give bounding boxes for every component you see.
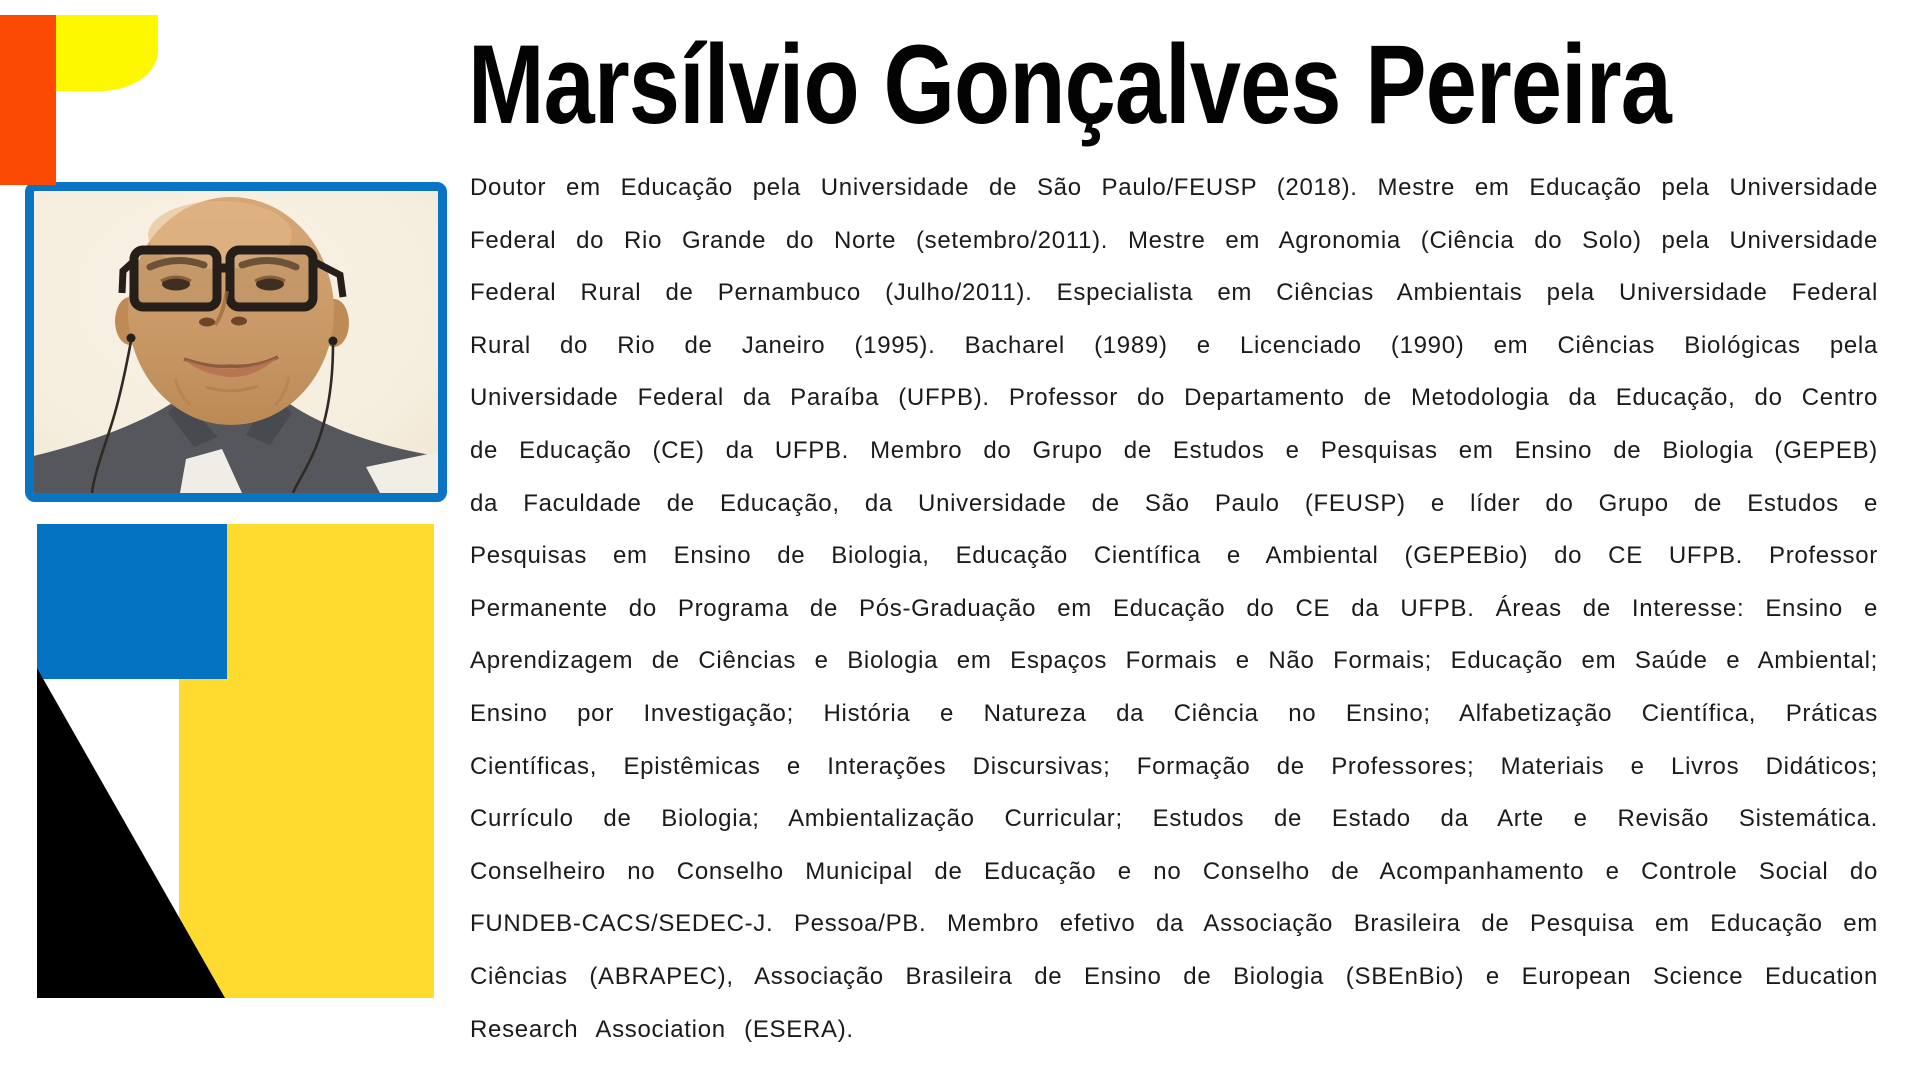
profile-photo — [34, 191, 438, 493]
portrait-nostril-left — [199, 318, 215, 327]
decor-orange-bar — [0, 15, 56, 185]
decor-blue-square — [37, 524, 227, 679]
profile-photo-frame — [25, 182, 447, 502]
portrait-nostril-right — [231, 317, 247, 326]
bio-paragraph: Doutor em Educação pela Universidade de São Paulo/FEUSP (2018). Mestre em Educação pela Universidade Federal do Rio Grande do Norte (setembro/2011). Mestre em Agronomia (Ciência do Solo) pela Universidade Federal Rural de Pernambuco (Julho/2011). Especialista em Ciências Ambientais pela Universidade Federal Rural do Rio de Janeiro (1995). Bacharel (1989) e Licenciado (1990) em Ciências Biológicas pela Universidade Federal da Paraíba (UFPB). Professor do Departamento de Metodologia da Educação, do Centro de Educação (CE) da UFPB. Membro do Grupo de Estudos e Pesquisas em Ensino de Biologia (GEPEB) da Faculdade de Educação, da Universidade de São Paulo (FEUSP) e líder do Grupo de Estudos e Pesquisas em Ensino de Biologia, Educação Científica e Ambiental (GEPEBio) do CE UFPB. Professor Permanente do Programa de Pós-Graduação em Educação do CE da UFPB. Áreas de Interesse: Ensino e Aprendizagem de Ciências e Biologia em Espaços Formais e Não Formais; Educação em Saúde e Ambiental; Ensino por Investigação; História e Natureza da Ciência no Ensino; Alfabetização Científica, Práticas Científicas, Epistêmicas e Interações Discursivas; Formação de Professores; Materiais e Livros Didáticos; Currículo de Biologia; Ambientalização Curricular; Estudos de Estado da Arte e Revisão Sistemática. Conselheiro no Conselho Municipal de Educação e no Conselho de Acompanhamento e Controle Social do FUNDEB-CACS/SEDEC-J. Pessoa/PB. Membro efetivo da Associação Brasileira de Pesquisa em Educação em Ciências (ABRAPEC), Associação Brasileira de Ensino de Biologia (SBEnBio) e European Science Education Research Association (ESERA). — [470, 174, 1878, 1043]
decor-yellow-quarter-circle — [56, 15, 158, 91]
page-title: Marsílvio Gonçalves Pereira — [468, 22, 1672, 147]
